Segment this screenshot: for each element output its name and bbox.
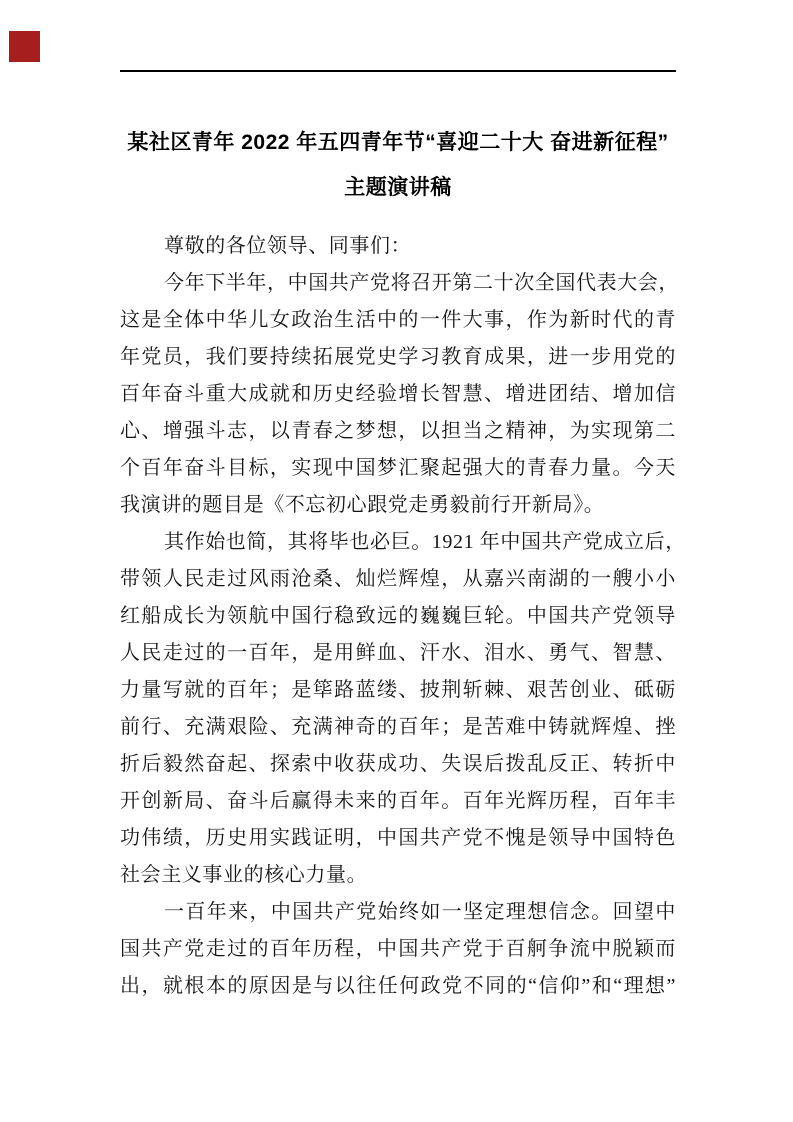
text-line: 功伟绩，历史用实践证明，中国共产党不愧是领导中国特色 [120,827,676,849]
text-line: 尊敬的各位领导、同事们： [164,235,412,257]
text-line: 一百年来，中国共产党始终如一坚定理想信念。回望中 [164,901,676,923]
document-title-line-1: 某社区青年 2022 年五四青年节“喜迎二十大 奋进新征程” [127,131,669,154]
text-line: 社会主义事业的核心力量。 [120,864,368,886]
paragraph-ideals [120,894,676,1005]
text-line: 心、增强斗志，以青春之梦想，以担当之精神，为实现第二 [120,420,676,442]
text-line: 个百年奋斗目标，实现中国梦汇聚起强大的青春力量。今天 [120,457,676,479]
text-line: 力量写就的百年；是筚路蓝缕、披荆斩棘、艰苦创业、砥砺 [120,679,676,701]
text-line: 折后毅然奋起、探索中收获成功、失误后拨乱反正、转折中 [120,753,676,775]
document-title-line-2: 主题演讲稿 [344,176,452,199]
document-title [120,120,676,210]
text-line: 百年奋斗重大成就和历史经验增长智慧、增进团结、增加信 [120,383,676,405]
page-content [120,0,686,1005]
text-line: 红船成长为领航中国行稳致远的巍巍巨轮。中国共产党领导 [120,605,676,627]
text-line: 年党员，我们要持续拓展党史学习教育成果，进一步用党的 [120,346,676,368]
text-line: 出，就根本的原因是与以往任何政党不同的“信仰”和“理想” [120,975,676,997]
text-line: 我演讲的题目是《不忘初心跟党走勇毅前行开新局》。 [120,494,605,516]
header-divider-line [120,70,676,72]
text-line: 国共产党走过的百年历程，中国共产党于百舸争流中脱颖而 [120,938,676,960]
red-corner-mark [9,31,40,62]
document-body [120,228,686,1005]
text-line: 带领人民走过风雨沧桑、灿烂辉煌，从嘉兴南湖的一艘小小 [120,568,676,590]
paragraph-greeting [120,228,676,265]
paragraph-intro [120,265,679,524]
paragraph-history [120,524,686,894]
text-line: 人民走过的一百年，是用鲜血、汗水、泪水、勇气、智慧、 [120,642,676,664]
text-line: 今年下半年，中国共产党将召开第二十次全国代表大会， [164,272,679,294]
text-line: 前行、充满艰险、充满神奇的百年；是苦难中铸就辉煌、挫 [120,716,676,738]
text-line: 开创新局、奋斗后赢得未来的百年。百年光辉历程，百年丰 [120,790,676,812]
text-line: 其作始也简，其将毕也必巨。1921 年中国共产党成立后， [164,531,686,553]
text-line: 这是全体中华儿女政治生活中的一件大事，作为新时代的青 [120,309,676,331]
